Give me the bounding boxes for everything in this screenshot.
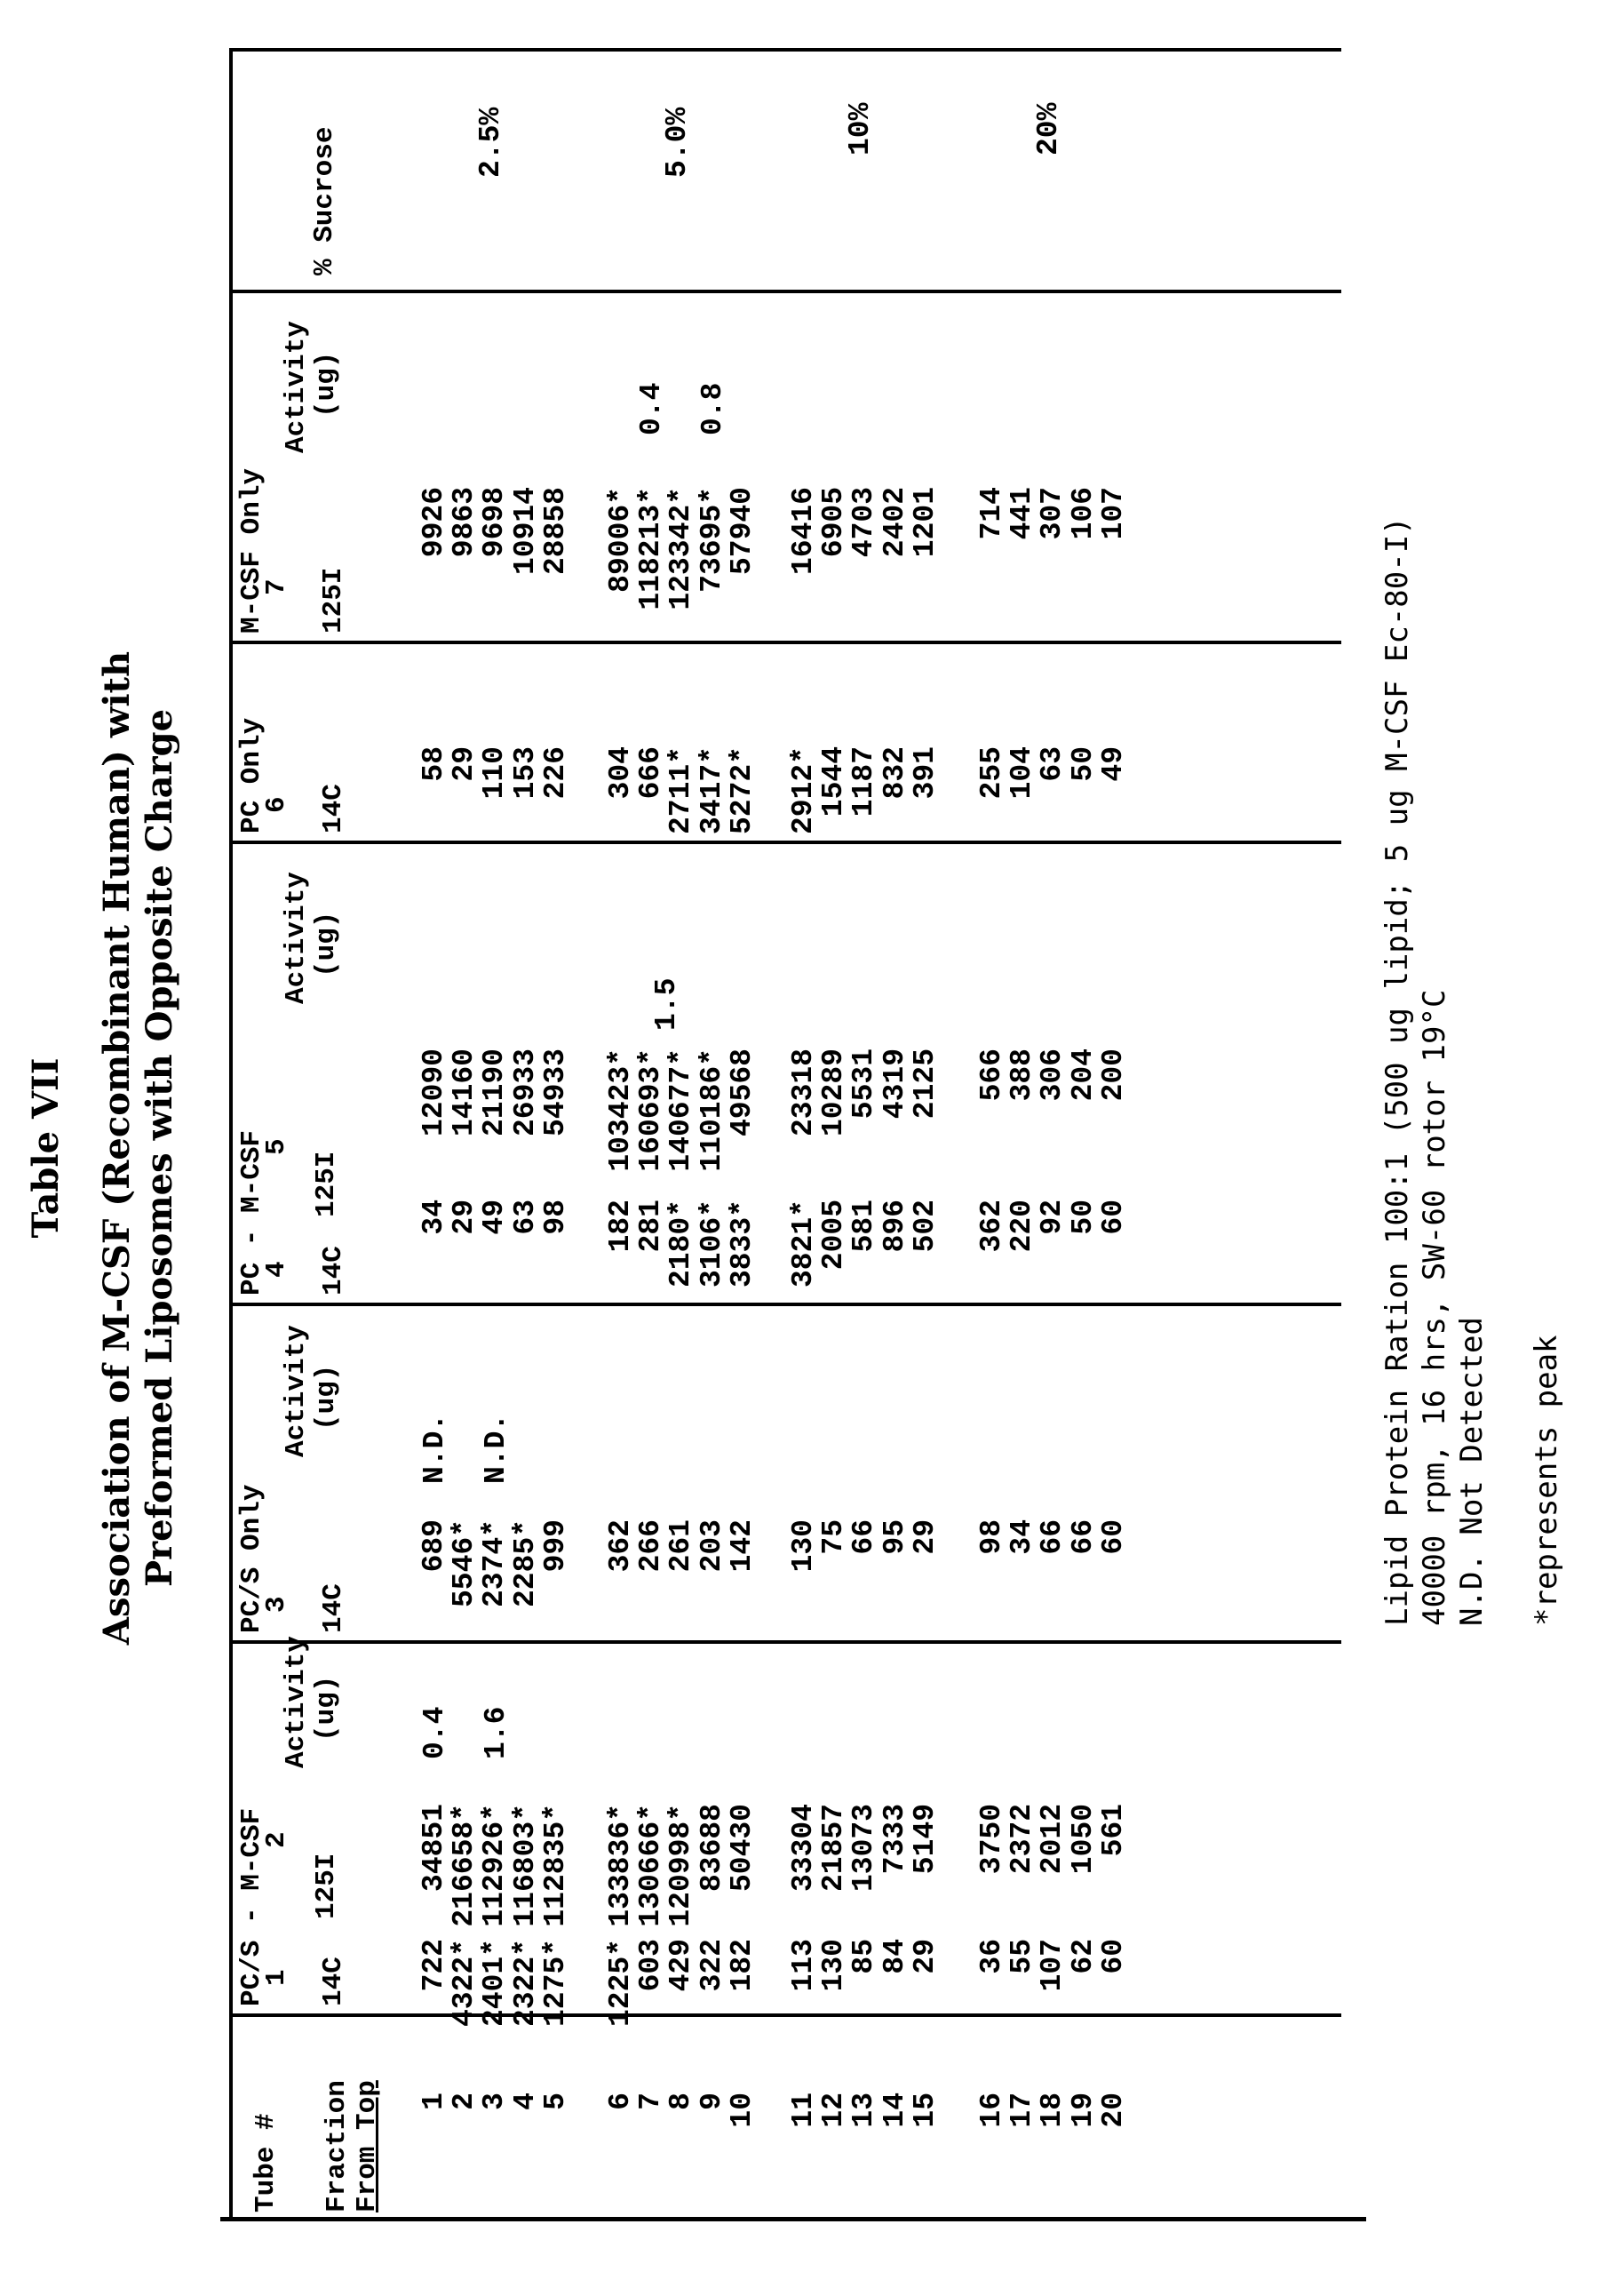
- cell-mcsf-only-125i: 9926: [417, 487, 450, 558]
- cell-pcs-mcsf-125i: 216658*: [448, 1804, 481, 1927]
- cell-pcs-only-14c: 60: [1096, 1519, 1130, 1555]
- table-title-line1: Association of M-CSF (Recombinant Human) with: [96, 650, 138, 1646]
- cell-mcsf-only-125i: 106: [1066, 487, 1100, 540]
- cell-pc-mcsf-14c: 50: [1066, 1200, 1100, 1235]
- header-col5-label: 125I: [311, 1151, 342, 1217]
- cell-pcs-only-14c: 29: [908, 1519, 942, 1555]
- cell-pc-only-14c: 255: [975, 746, 1008, 800]
- cell-pcs-mcsf-125i: 5149: [908, 1804, 942, 1875]
- cell-pc-mcsf-125i: 26933: [508, 1048, 542, 1137]
- cell-pcs-mcsf-14c: 722: [417, 1939, 450, 1992]
- cell-pcs-mcsf-14c: 1275*: [538, 1939, 572, 2028]
- header-pcs-mcsf: PC/S - M-CSF: [236, 1807, 267, 2006]
- cell-pc-mcsf-125i: 54933: [538, 1048, 572, 1137]
- cell-pcs-mcsf-14c: 36: [975, 1939, 1008, 1974]
- divider-pc-mcsf: [229, 841, 1341, 844]
- cell-pcs-only-14c: 95: [878, 1519, 911, 1555]
- cell-tube: 4: [508, 2093, 542, 2110]
- cell-mcsf-only-125i: 123342*: [664, 487, 698, 610]
- activity-pcs-mcsf: 1.6: [479, 1706, 513, 1759]
- cell-pcs-mcsf-125i: 133836*: [604, 1804, 637, 1927]
- cell-mcsf-only-125i: 441: [1006, 487, 1039, 540]
- cell-pc-mcsf-125i: 49568: [725, 1048, 759, 1137]
- sucrose-value: 20%: [1032, 102, 1066, 155]
- header-col2-activity-unit: (ug): [311, 1675, 342, 1742]
- activity-pcs-only: N.D.: [418, 1413, 452, 1484]
- header-fraction: Fraction: [322, 2080, 353, 2212]
- cell-mcsf-only-125i: 28858: [538, 487, 572, 576]
- cell-pcs-only-14c: 130: [787, 1519, 820, 1573]
- cell-pcs-mcsf-14c: 182: [725, 1939, 759, 1992]
- cell-pcs-only-14c: 98: [975, 1519, 1008, 1555]
- cell-mcsf-only-125i: 4703: [847, 487, 881, 558]
- cell-pc-mcsf-14c: 182: [604, 1200, 637, 1253]
- header-pc-mcsf: PC - M-CSF: [236, 1129, 267, 1295]
- cell-pc-only-14c: 304: [604, 746, 637, 800]
- cell-pc-mcsf-14c: 502: [908, 1200, 942, 1253]
- cell-pc-mcsf-14c: 581: [847, 1200, 881, 1253]
- header-sucrose: % Sucrose: [309, 126, 340, 275]
- cell-pcs-mcsf-125i: 3750: [975, 1804, 1008, 1875]
- divider-pc-only: [229, 641, 1341, 644]
- cell-pc-mcsf-125i: 566: [975, 1048, 1008, 1102]
- cell-mcsf-only-125i: 107: [1096, 487, 1130, 540]
- cell-mcsf-only-125i: 9698: [478, 487, 512, 558]
- cell-tube: 18: [1036, 2093, 1069, 2128]
- cell-pc-only-14c: 49: [1096, 746, 1130, 782]
- cell-pc-only-14c: 1544: [817, 746, 851, 817]
- cell-tube: 5: [538, 2093, 572, 2110]
- cell-pcs-mcsf-14c: 85: [847, 1939, 881, 1974]
- cell-pcs-mcsf-14c: 603: [634, 1939, 668, 1992]
- cell-pc-mcsf-125i: 204: [1066, 1048, 1100, 1102]
- header-col5-activity-unit: (ug): [311, 911, 342, 977]
- cell-tube: 9: [695, 2093, 728, 2110]
- cell-tube: 2: [448, 2093, 481, 2110]
- cell-pcs-mcsf-14c: 107: [1036, 1939, 1069, 1992]
- table-label: Table VII: [25, 1057, 67, 1239]
- divider-tube: [229, 2013, 1341, 2017]
- cell-pc-mcsf-125i: 5531: [847, 1048, 881, 1120]
- cell-pc-mcsf-125i: 160693*: [634, 1048, 668, 1172]
- cell-pc-mcsf-125i: 23318: [787, 1048, 820, 1137]
- cell-pcs-only-14c: 261: [664, 1519, 698, 1573]
- sucrose-value: 5.0%: [661, 107, 695, 178]
- cell-pc-only-14c: 50: [1066, 746, 1100, 782]
- header-col2-label: 125I: [311, 1853, 342, 1919]
- header-pc-only: PC Only: [236, 717, 267, 833]
- cell-pcs-mcsf-125i: 120998*: [664, 1804, 698, 1927]
- activity-mcsf-only: 0.4: [635, 382, 669, 435]
- cell-pc-only-14c: 153: [508, 746, 542, 800]
- cell-pcs-mcsf-125i: 561: [1096, 1804, 1130, 1857]
- table-top-border: [229, 48, 233, 2221]
- header-col1-num: 1: [261, 1969, 292, 1986]
- cell-mcsf-only-125i: 10914: [508, 487, 542, 576]
- cell-pcs-mcsf-125i: 50430: [725, 1804, 759, 1893]
- header-col4-label: 14C: [318, 1246, 349, 1295]
- cell-pcs-mcsf-14c: 4322*: [448, 1939, 481, 2028]
- cell-mcsf-only-125i: 307: [1036, 487, 1069, 540]
- cell-pcs-mcsf-125i: 13073: [847, 1804, 881, 1893]
- cell-pcs-mcsf-14c: 1225*: [604, 1939, 637, 2028]
- cell-pcs-mcsf-125i: 7333: [878, 1804, 911, 1875]
- cell-tube: 20: [1096, 2093, 1130, 2128]
- cell-pcs-only-14c: 66: [1066, 1519, 1100, 1555]
- divider-pcs-only: [229, 1303, 1341, 1306]
- cell-pcs-mcsf-125i: 21857: [817, 1804, 851, 1893]
- cell-tube: 17: [1006, 2093, 1039, 2128]
- header-col1-label: 14C: [318, 1957, 349, 2006]
- cell-pcs-mcsf-14c: 2401*: [478, 1939, 512, 2028]
- cell-pc-only-14c: 2711*: [664, 746, 698, 835]
- cell-pcs-only-14c: 5546*: [448, 1519, 481, 1608]
- table-title: [96, 0, 181, 2296]
- cell-pcs-mcsf-125i: 2012: [1036, 1804, 1069, 1875]
- cell-pcs-only-14c: 203: [695, 1519, 728, 1573]
- cell-pc-mcsf-125i: 14160: [448, 1048, 481, 1137]
- cell-pc-mcsf-125i: 2125: [908, 1048, 942, 1120]
- header-col5-activity: Activity: [281, 872, 312, 1004]
- table-right-border: [229, 48, 1341, 52]
- cell-tube: 3: [478, 2093, 512, 2110]
- cell-pc-only-14c: 5272*: [725, 746, 759, 835]
- header-col3-label: 14C: [318, 1583, 349, 1633]
- cell-pc-only-14c: 391: [908, 746, 942, 800]
- cell-pc-mcsf-14c: 3106*: [695, 1200, 728, 1288]
- cell-mcsf-only-125i: 57940: [725, 487, 759, 576]
- cell-pc-only-14c: 832: [878, 746, 911, 800]
- activity-pcs-mcsf: 0.4: [418, 1706, 452, 1759]
- cell-pc-mcsf-14c: 98: [538, 1200, 572, 1235]
- cell-pcs-mcsf-14c: 113: [787, 1939, 820, 1992]
- cell-tube: 16: [975, 2093, 1008, 2128]
- activity-pc-mcsf: 1.5: [650, 977, 684, 1031]
- cell-pcs-mcsf-125i: 130666*: [634, 1804, 668, 1927]
- cell-pc-mcsf-14c: 34: [417, 1200, 450, 1235]
- cell-pc-mcsf-14c: 220: [1006, 1200, 1039, 1253]
- cell-pcs-mcsf-125i: 2372: [1006, 1804, 1039, 1875]
- cell-tube: 8: [664, 2093, 698, 2110]
- cell-pcs-mcsf-125i: 83688: [695, 1804, 728, 1893]
- cell-tube: 12: [817, 2093, 851, 2128]
- cell-pcs-only-14c: 142: [725, 1519, 759, 1573]
- header-col6-label: 14C: [318, 784, 349, 833]
- cell-pc-mcsf-14c: 362: [975, 1200, 1008, 1253]
- header-col2-num: 2: [261, 1831, 292, 1848]
- cell-pcs-mcsf-125i: 1050: [1066, 1804, 1100, 1875]
- cell-pc-mcsf-14c: 60: [1096, 1200, 1130, 1235]
- cell-tube: 6: [604, 2093, 637, 2110]
- activity-mcsf-only: 0.8: [696, 382, 729, 435]
- cell-tube: 1: [417, 2093, 450, 2110]
- divider-mcsf-only: [229, 290, 1341, 293]
- cell-pc-mcsf-14c: 49: [478, 1200, 512, 1235]
- cell-pcs-only-14c: 2374*: [478, 1519, 512, 1608]
- header-col4-num: 4: [261, 1261, 292, 1278]
- cell-pc-mcsf-14c: 63: [508, 1200, 542, 1235]
- header-col3-activity-unit: (ug): [311, 1364, 342, 1431]
- cell-pc-mcsf-125i: 306: [1036, 1048, 1069, 1102]
- cell-mcsf-only-125i: 714: [975, 487, 1008, 540]
- cell-pcs-mcsf-14c: 55: [1006, 1939, 1039, 1974]
- cell-pc-mcsf-125i: 10289: [817, 1048, 851, 1137]
- cell-pcs-mcsf-14c: 130: [817, 1939, 851, 1992]
- header-col7-label: 125I: [318, 567, 349, 634]
- cell-pc-mcsf-125i: 110186*: [695, 1048, 728, 1172]
- cell-pc-only-14c: 2912*: [787, 746, 820, 835]
- cell-pcs-mcsf-14c: 429: [664, 1939, 698, 1992]
- cell-pc-mcsf-14c: 2005: [817, 1200, 851, 1271]
- header-tube: Tube #: [250, 2113, 282, 2212]
- cell-pc-only-14c: 1187: [847, 746, 881, 817]
- cell-tube: 10: [725, 2093, 759, 2128]
- table-title-line2: Preformed Liposomes with Opposite Charge: [139, 708, 180, 1588]
- cell-pcs-only-14c: 266: [634, 1519, 668, 1573]
- cell-pcs-only-14c: 66: [847, 1519, 881, 1555]
- cell-mcsf-only-125i: 16416: [787, 487, 820, 576]
- footnote-nd: N.D. Not Detected: [1454, 1317, 1490, 1626]
- header-pcs-only: PC/S Only: [236, 1484, 267, 1633]
- cell-tube: 7: [634, 2093, 668, 2110]
- cell-mcsf-only-125i: 89006*: [604, 487, 637, 593]
- cell-tube: 15: [908, 2093, 942, 2128]
- data-table: [229, 48, 1341, 2221]
- footnote-peak: *represents peak: [1529, 1335, 1564, 1626]
- cell-pc-mcsf-14c: 896: [878, 1200, 911, 1253]
- sucrose-value: 2.5%: [474, 107, 508, 178]
- cell-pcs-mcsf-14c: 60: [1096, 1939, 1130, 1974]
- cell-mcsf-only-125i: 2402: [878, 487, 911, 558]
- header-col3-activity: Activity: [281, 1325, 312, 1457]
- cell-pc-only-14c: 58: [417, 746, 450, 782]
- cell-pcs-only-14c: 362: [604, 1519, 637, 1573]
- cell-pc-only-14c: 104: [1006, 746, 1039, 800]
- cell-pcs-mcsf-125i: 112926*: [478, 1804, 512, 1927]
- cell-pcs-mcsf-14c: 29: [908, 1939, 942, 1974]
- cell-pcs-only-14c: 34: [1006, 1519, 1039, 1555]
- cell-mcsf-only-125i: 9863: [448, 487, 481, 558]
- cell-mcsf-only-125i: 118213*: [634, 487, 668, 610]
- cell-pcs-mcsf-125i: 112835*: [538, 1804, 572, 1927]
- cell-pcs-only-14c: 689: [417, 1519, 450, 1573]
- header-col5-num: 5: [261, 1138, 292, 1155]
- sucrose-value: 10%: [844, 102, 878, 155]
- header-mcsf-only: M-CSF Only: [236, 467, 267, 634]
- cell-pc-mcsf-125i: 12090: [417, 1048, 450, 1137]
- cell-pc-mcsf-125i: 21190: [478, 1048, 512, 1137]
- cell-pc-mcsf-125i: 388: [1006, 1048, 1039, 1102]
- cell-pcs-mcsf-14c: 2322*: [508, 1939, 542, 2028]
- cell-pcs-mcsf-14c: 62: [1066, 1939, 1100, 1974]
- cell-pcs-only-14c: 75: [817, 1519, 851, 1555]
- cell-pcs-only-14c: 999: [538, 1519, 572, 1573]
- header-col7-activity: Activity: [281, 321, 312, 453]
- header-col7-num: 7: [261, 578, 292, 595]
- cell-pc-only-14c: 29: [448, 746, 481, 782]
- header-col6-num: 6: [261, 796, 292, 813]
- cell-pc-only-14c: 666: [634, 746, 668, 800]
- cell-pc-only-14c: 226: [538, 746, 572, 800]
- cell-mcsf-only-125i: 1201: [908, 487, 942, 558]
- cell-tube: 14: [878, 2093, 911, 2128]
- cell-pc-only-14c: 63: [1036, 746, 1069, 782]
- cell-pc-mcsf-14c: 92: [1036, 1200, 1069, 1235]
- header-col2-activity: Activity: [281, 1636, 312, 1768]
- cell-pc-mcsf-14c: 281: [634, 1200, 668, 1253]
- cell-pc-mcsf-125i: 103423*: [604, 1048, 637, 1172]
- cell-mcsf-only-125i: 6905: [817, 487, 851, 558]
- cell-tube: 13: [847, 2093, 881, 2128]
- footnote-ratio: Lipid Protein Ration 100:1 (500 ug lipid; 5 ug M-CSF Ec-80-I): [1379, 516, 1415, 1626]
- cell-pcs-mcsf-125i: 33304: [787, 1804, 820, 1893]
- cell-pc-mcsf-125i: 200: [1096, 1048, 1130, 1102]
- cell-pc-mcsf-14c: 29: [448, 1200, 481, 1235]
- cell-pc-mcsf-125i: 4319: [878, 1048, 911, 1120]
- cell-pcs-only-14c: 2285*: [508, 1519, 542, 1608]
- cell-pcs-only-14c: 66: [1036, 1519, 1069, 1555]
- cell-pc-mcsf-14c: 3833*: [725, 1200, 759, 1288]
- cell-pc-only-14c: 3417*: [695, 746, 728, 835]
- cell-pcs-mcsf-125i: 34851: [417, 1804, 450, 1893]
- activity-pcs-only: N.D.: [479, 1413, 513, 1484]
- cell-pcs-mcsf-14c: 84: [878, 1939, 911, 1974]
- cell-tube: 19: [1066, 2093, 1100, 2128]
- header-col3-num: 3: [261, 1596, 292, 1613]
- cell-mcsf-only-125i: 73695*: [695, 487, 728, 593]
- cell-pc-only-14c: 110: [478, 746, 512, 800]
- header-col7-activity-unit: (ug): [311, 351, 342, 418]
- cell-pcs-mcsf-14c: 322: [695, 1939, 728, 1992]
- cell-pc-mcsf-14c: 2180*: [664, 1200, 698, 1288]
- cell-tube: 11: [787, 2093, 820, 2128]
- divider-pcs-mcsf: [229, 1640, 1341, 1644]
- cell-pc-mcsf-125i: 140677*: [664, 1048, 698, 1172]
- cell-pcs-mcsf-125i: 116803*: [508, 1804, 542, 1927]
- footnote-rpm: 40000 rpm, 16 hrs, SW-60 rotor 19°C: [1417, 989, 1452, 1626]
- cell-pc-mcsf-14c: 3821*: [787, 1200, 820, 1288]
- header-from-top: From Top: [352, 2080, 383, 2212]
